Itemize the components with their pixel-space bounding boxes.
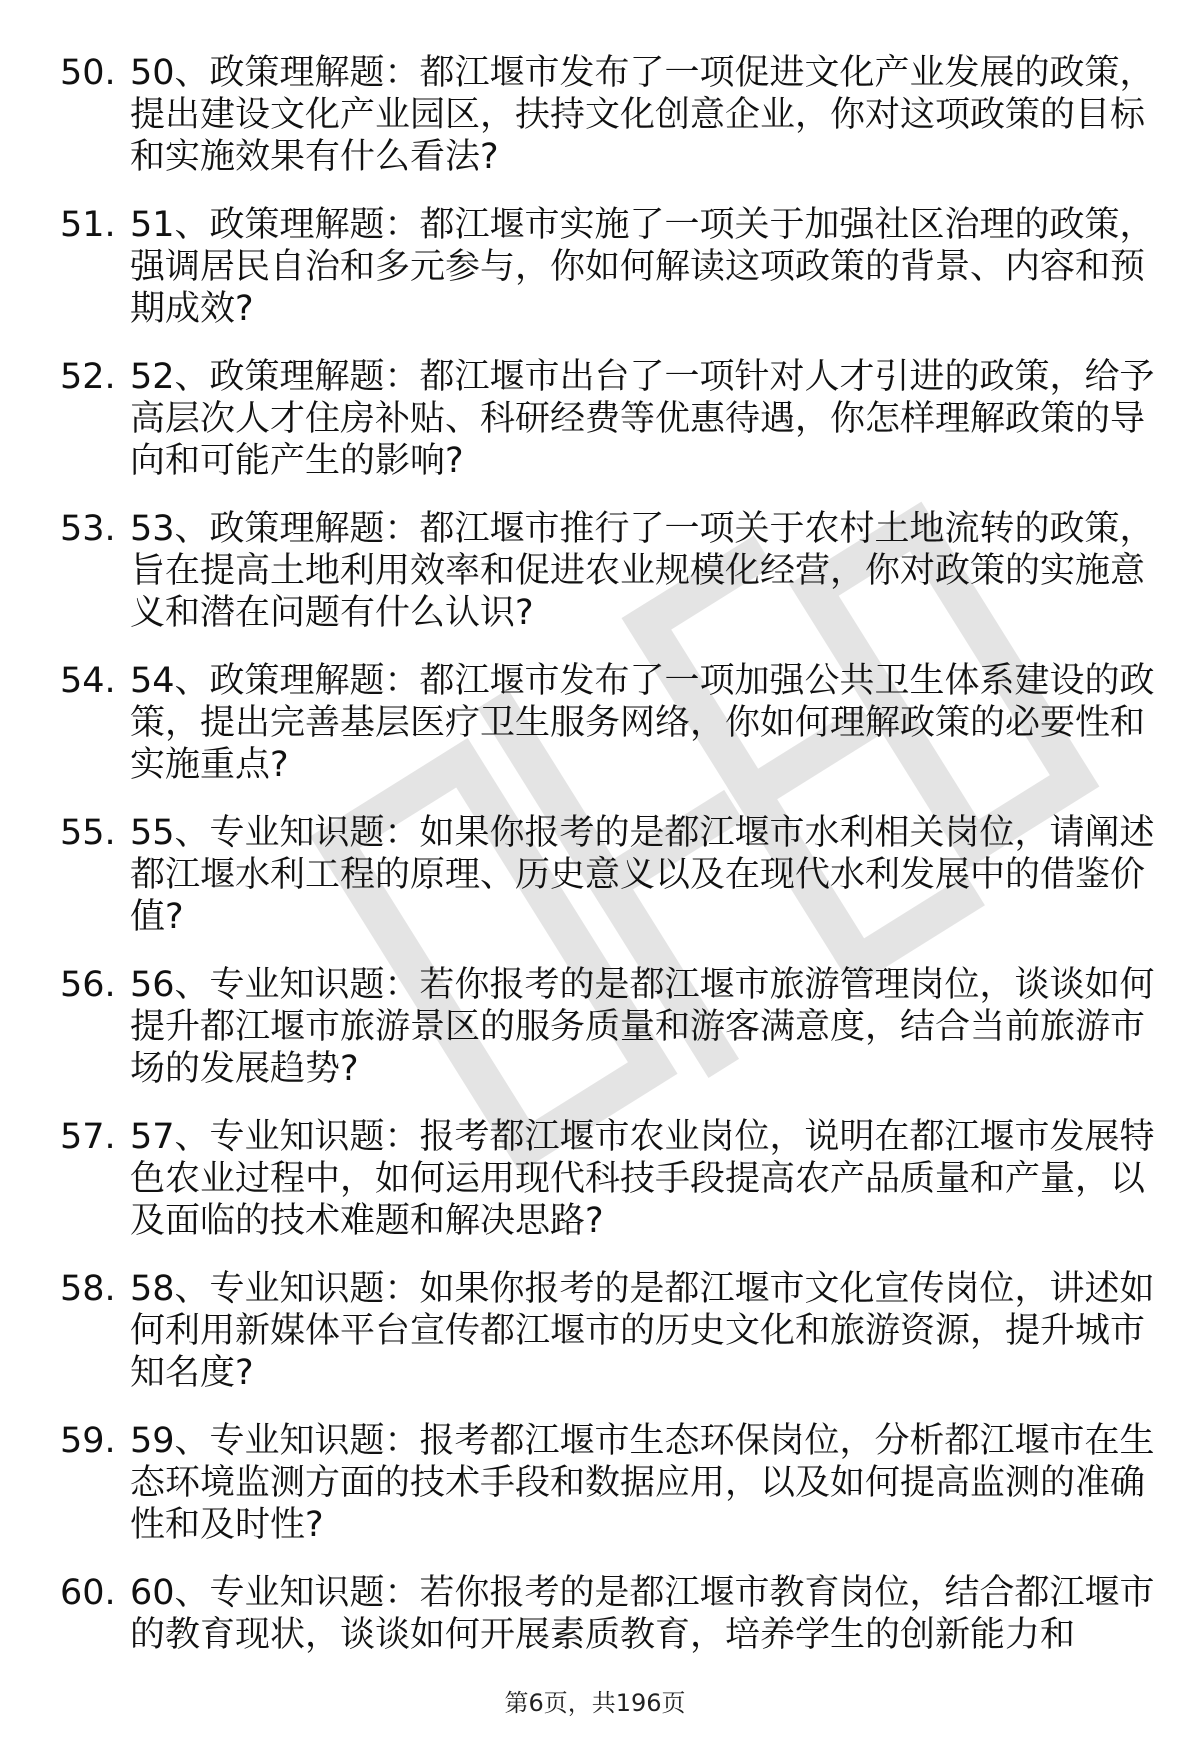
list-item [0,964,1190,1116]
question-text: 58、专业知识题：如果你报考的是都江堰市文化宣传岗位，讲述如何利用新媒体平台宣传都江堰市的历史文化和旅游资源，提升城市知名度? [130,1269,1155,1393]
list-item [0,1420,1190,1572]
question-number: 52. [60,357,116,397]
list-item [0,1116,1190,1268]
page-footer: 第6页，共196页 [504,1689,686,1717]
question-number: 58. [60,1269,116,1309]
question-text: 57、专业知识题：报考都江堰市农业岗位，说明在都江堰市发展特色农业过程中，如何运用现代科技手段提高农产品质量和产量，以及面临的技术难题和解决思路? [130,1117,1155,1241]
question-text: 51、政策理解题：都江堰市实施了一项关于加强社区治理的政策，强调居民自治和多元参与，你如何解读这项政策的背景、内容和预期成效? [130,205,1155,329]
list-item [0,660,1190,812]
question-text: 50、政策理解题：都江堰市发布了一项促进文化产业发展的政策，提出建设文化产业园区，扶持文化创意企业，你对这项政策的目标和实施效果有什么看法? [130,53,1155,177]
question-text: 55、专业知识题：如果你报考的是都江堰市水利相关岗位，请阐述都江堰水利工程的原理、历史意义以及在现代水利发展中的借鉴价值? [130,813,1155,937]
question-text: 52、政策理解题：都江堰市出台了一项针对人才引进的政策，给予高层次人才住房补贴、科研经费等优惠待遇，你怎样理解政策的导向和可能产生的影响? [130,357,1155,481]
question-list [0,52,1190,1724]
question-text: 53、政策理解题：都江堰市推行了一项关于农村土地流转的政策，旨在提高土地利用效率和促进农业规模化经营，你对政策的实施意义和潜在问题有什么认识? [130,509,1155,633]
list-item [0,508,1190,660]
list-item [0,1268,1190,1420]
question-number: 50. [60,53,116,93]
list-item [0,356,1190,508]
question-text: 60、专业知识题：若你报考的是都江堰市教育岗位，结合都江堰市的教育现状，谈谈如何开展素质教育，培养学生的创新能力和 [130,1573,1155,1655]
question-number: 51. [60,205,116,245]
question-number: 53. [60,509,116,549]
question-text: 56、专业知识题：若你报考的是都江堰市旅游管理岗位，谈谈如何提升都江堰市旅游景区的服务质量和游客满意度，结合当前旅游市场的发展趋势? [130,965,1155,1089]
question-number: 55. [60,813,116,853]
question-number: 56. [60,965,116,1005]
question-number: 60. [60,1573,116,1613]
question-number: 59. [60,1421,116,1461]
question-number: 54. [60,661,116,701]
list-item [0,812,1190,964]
question-text: 59、专业知识题：报考都江堰市生态环保岗位，分析都江堰市在生态环境监测方面的技术手段和数据应用，以及如何提高监测的准确性和及时性? [130,1421,1155,1545]
question-text: 54、政策理解题：都江堰市发布了一项加强公共卫生体系建设的政策，提出完善基层医疗卫生服务网络，你如何理解政策的必要性和实施重点? [130,661,1155,785]
list-item [0,204,1190,356]
list-item [0,52,1190,204]
question-number: 57. [60,1117,116,1157]
